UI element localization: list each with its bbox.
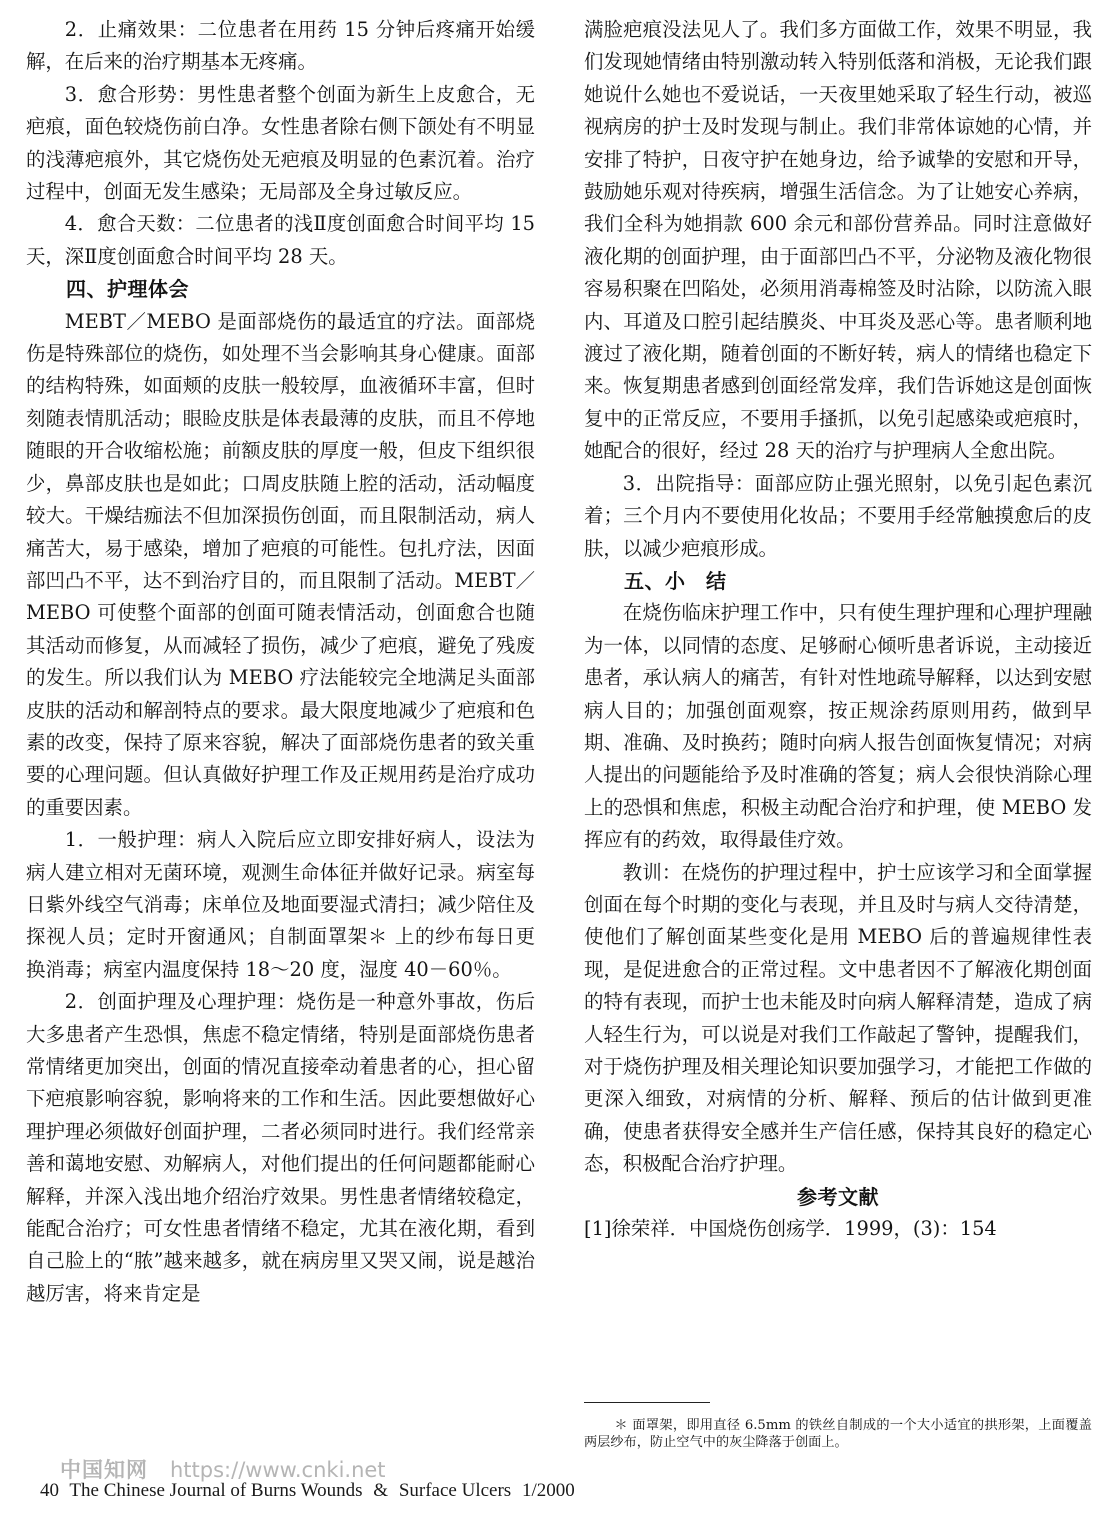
paragraph: 3．出院指导：面部应防止强光照射，以免引起色素沉着；三个月内不要使用化妆品；不要用手经常触摸愈后的皮肤，以减少疤痕形成。 bbox=[584, 471, 1092, 560]
paragraph: 2．创面护理及心理护理：烧伤是一种意外事故，伤后大多患者产生恐惧，焦虑不稳定情绪，特别是面部烧伤患者常情绪更加突出，创面的情况直接牵动着患者的心，担心留下疤痕影响容貌，影响将来的工作和生活。因此要想做好心理护理必须做好创面护理，二者必须同时进行。我们经常亲善和蔼地安慰、劝解病人，对他们提出的任何问题都能耐心解释，并深入浅出地介绍治疗效果。男性患者情绪较稳定，能配合治疗；可女性患者情绪不稳定，尤其在液化期，看到自己脸上的“脓”越来越多，就在病房里又哭又闹，说是越治越厉害，将来肯定是 bbox=[26, 990, 535, 1305]
paragraph: 在烧伤临床护理工作中，只有使生理护理和心理护理融为一体，以同情的态度、足够耐心倾听患者诉说，主动接近患者，承认病人的痛苦，有针对性地疏导解释，以达到安慰病人目的；加强创面观察，按正规涂药原则用药，做到早期、准确、及时换药；随时向病人报告创面恢复情况；对病人提出的问题能给予及时准确的答复；病人会很快消除心理上的恐惧和焦虑，积极主动配合治疗和护理，使 MEBO 发挥应有的药效，取得最佳疗效。 bbox=[584, 601, 1092, 852]
paragraph: 1．一般护理：病人入院后应立即安排好病人，设法为病人建立相对无菌环境，观测生命体征并做好记录。病室每日紫外线空气消毒；床单位及地面要湿式清扫；减少陪住及探视人员；定时开窗通风；自制面罩架＊ 上的纱布每日更换消毒；病室内温度保持 18～20 度，湿度 40－60％。 bbox=[26, 828, 535, 981]
journal-ampersand: & bbox=[373, 1480, 389, 1501]
left-column bbox=[26, 14, 535, 1310]
watermark-url: https://www.cnki.net bbox=[170, 1458, 386, 1482]
reference-item: [1]徐荣祥．中国烧伤创疡学．1999，(3)：154 bbox=[584, 1217, 997, 1241]
journal-issue: 1/2000 bbox=[521, 1480, 575, 1501]
page-number: 40 bbox=[40, 1480, 59, 1501]
paragraph: 3．愈合形势：男性患者整个创面为新生上皮愈合，无疤痕，面色较烧伤前白净。女性患者除右侧下颌处有不明显的浅薄疤痕外，其它烧伤处无疤痕及明显的色素沉着。治疗过程中，创面无发生感染；无局部及全身过敏反应。 bbox=[26, 82, 535, 204]
watermark-brand: 中国知网 bbox=[60, 1458, 148, 1482]
footnote-rule bbox=[584, 1402, 710, 1403]
section-heading: 四、护理体会 bbox=[66, 277, 189, 302]
journal-name-tail: Surface Ulcers bbox=[398, 1480, 512, 1501]
paragraph: MEBT／MEBO 是面部烧伤的最适宜的疗法。面部烧伤是特殊部位的烧伤，如处理不当会影响其身心健康。面部的结构特殊，如面颊的皮肤一般较厚，血液循环丰富，但时刻随表情肌活动；眼睑皮肤是体表最薄的皮肤，而且不停地随眼的开合收缩松施；前额皮肤的厚度一般，但皮下组织很少，鼻部皮肤也是如此；口周皮肤随上腔的活动，活动幅度较大。干燥结痂法不但加深损伤创面，而且限制活动，病人痛苦大，易于感染，增加了疤痕的可能性。包扎疗法，因面部凹凸不平，达不到治疗目的，而且限制了活动。MEBT／MEBO 可使整个面部的创面可随表情活动，创面愈合也随其活动而修复，从而减轻了损伤，减少了疤痕，避免了残废的发生。所以我们认为 MEBO 疗法能较完全地满足头面部皮肤的活动和解剖特点的要求。最大限度地减少了疤痕和色素的改变，保持了原来容貌，解决了面部烧伤患者的致关重要的心理问题。但认真做好护理工作及正规用药是治疗成功的重要因素。 bbox=[26, 309, 535, 819]
page-footer bbox=[40, 1480, 581, 1502]
journal-name: The Chinese Journal of Burns Wounds bbox=[69, 1480, 363, 1501]
footnote-text: ＊ 面罩架，即用直径 6.5mm 的铁丝自制成的一个大小适宜的拱形架，上面覆盖两层纱布，防止空气中的灰尘降落于创面上。 bbox=[584, 1418, 1092, 1450]
right-column bbox=[584, 14, 1092, 1245]
paragraph-continued: 满脸疤痕没法见人了。我们多方面做工作，效果不明显，我们发现她情绪由特别激动转入特别低落和消极，无论我们跟她说什么她也不爱说话，一天夜里她采取了轻生行动，被巡视病房的护士及时发现与制止。我们非常体谅她的心情，并安排了特护，日夜守护在她身边，给予诚挚的安慰和开导，鼓励她乐观对待疾病，增强生活信念。为了让她安心养病，我们全科为她捐款 600 余元和部份营养品。同时注意做好液化期的创面护理，由于面部凹凸不平，分泌物及液化物很容易积聚在凹陷处，必须用消毒棉签及时沾除，以防流入眼内、耳道及口腔引起结膜炎、中耳炎及恶心等。患者顺利地渡过了液化期，随着创面的不断好转，病人的情绪也稳定下来。恢复期患者感到创面经常发痒，我们告诉她这是创面恢复中的正常反应，不要用手搔抓，以免引起感染或疤痕时，她配合的很好，经过 28 天的治疗与护理病人全愈出院。 bbox=[584, 18, 1092, 463]
footnote bbox=[584, 1417, 1092, 1451]
references-heading: 参考文献 bbox=[797, 1184, 879, 1209]
paragraph: 4．愈合天数：二位患者的浅Ⅱ度创面愈合时间平均 15 天，深Ⅱ度创面愈合时间平均 28 天。 bbox=[26, 212, 535, 268]
paragraph: 2．止痛效果：二位患者在用药 15 分钟后疼痛开始缓解，在后来的治疗期基本无疼痛。 bbox=[26, 18, 535, 74]
section-heading: 五、小 结 bbox=[624, 568, 727, 593]
paragraph: 教训：在烧伤的护理过程中，护士应该学习和全面掌握创面在每个时期的变化与表现，并且及时与病人交待清楚，使他们了解创面某些变化是用 MEBO 后的普遍规律性表现，是促进愈合的正常过程。文中患者因不了解液化期创面的特有表现，而护士也未能及时向病人解释清楚，造成了病人轻生行为，可以说是对我们工作敲起了警钟，提醒我们，对于烧伤护理及相关理论知识要加强学习，才能把工作做的更深入细致，对病情的分析、解释、预后的估计做到更准确，使患者获得安全感并生产信任感，保持其良好的稳定心态，积极配合治疗护理。 bbox=[584, 860, 1092, 1176]
